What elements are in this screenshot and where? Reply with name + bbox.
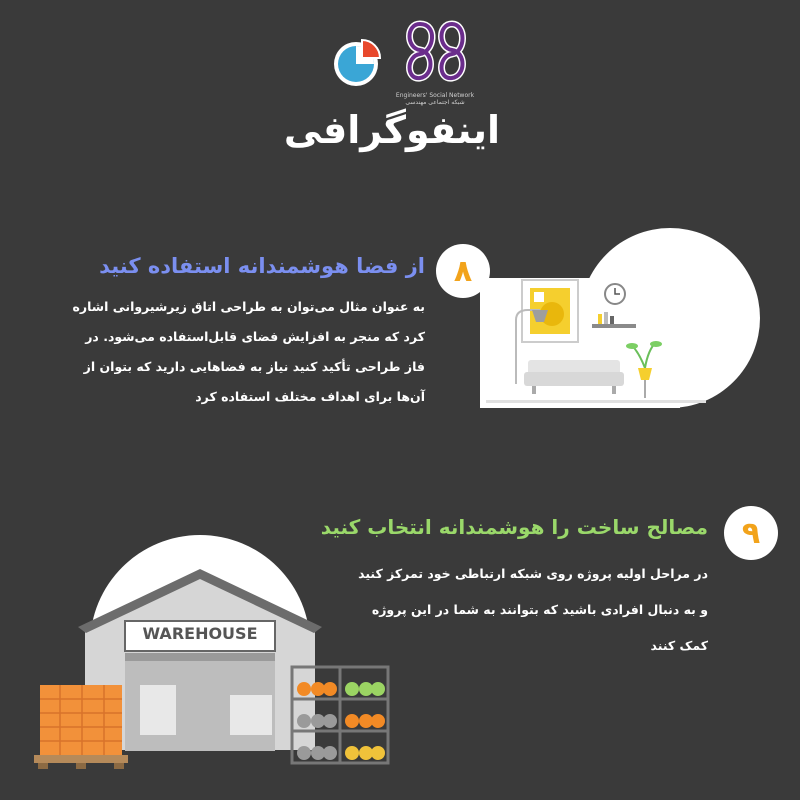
section-9-body [328, 556, 708, 664]
step-number-badge: ۸ [436, 244, 490, 298]
section-8-body [72, 292, 425, 412]
page-title: اینفوگرافی [283, 108, 500, 152]
body-line: کمک کنند [650, 638, 708, 653]
logo-caption-english: Engineers' Social Network [395, 92, 475, 99]
body-line: کرد که منجر به افزایش فضای قابل‌استفاده می‌شود. در [85, 329, 425, 344]
pie-chart-logo-icon [328, 36, 390, 88]
logo-caption-persian: شبکه اجتماعی مهندسی [405, 99, 465, 106]
engineers-network-logo-icon [400, 16, 472, 92]
body-line: فاز طراحی تأکید کنید نیاز به فضاهایی دارید که بتوان از [83, 359, 425, 374]
body-line: به عنوان مثال می‌توان به طراحی اتاق زیرشیروانی اشاره [72, 299, 425, 314]
warehouse-sign: WAREHOUSE [142, 624, 258, 643]
living-room-illustration [480, 228, 770, 418]
section-8-title: از فضا هوشمندانه استفاده کنید [99, 254, 425, 278]
body-line: در مراحل اولیه پروژه روی شبکه ارتباطی خود تمرکز کنید [358, 566, 708, 581]
body-line: آن‌ها برای اهداف مختلف استفاده کرد [195, 389, 425, 404]
body-line: و به دنبال افرادی باشید که بتوانند به شما در این پروژه [371, 602, 708, 617]
step-number-badge: ۹ [724, 506, 778, 560]
section-9-title: مصالح ساخت را هوشمندانه انتخاب کنید [320, 515, 708, 539]
